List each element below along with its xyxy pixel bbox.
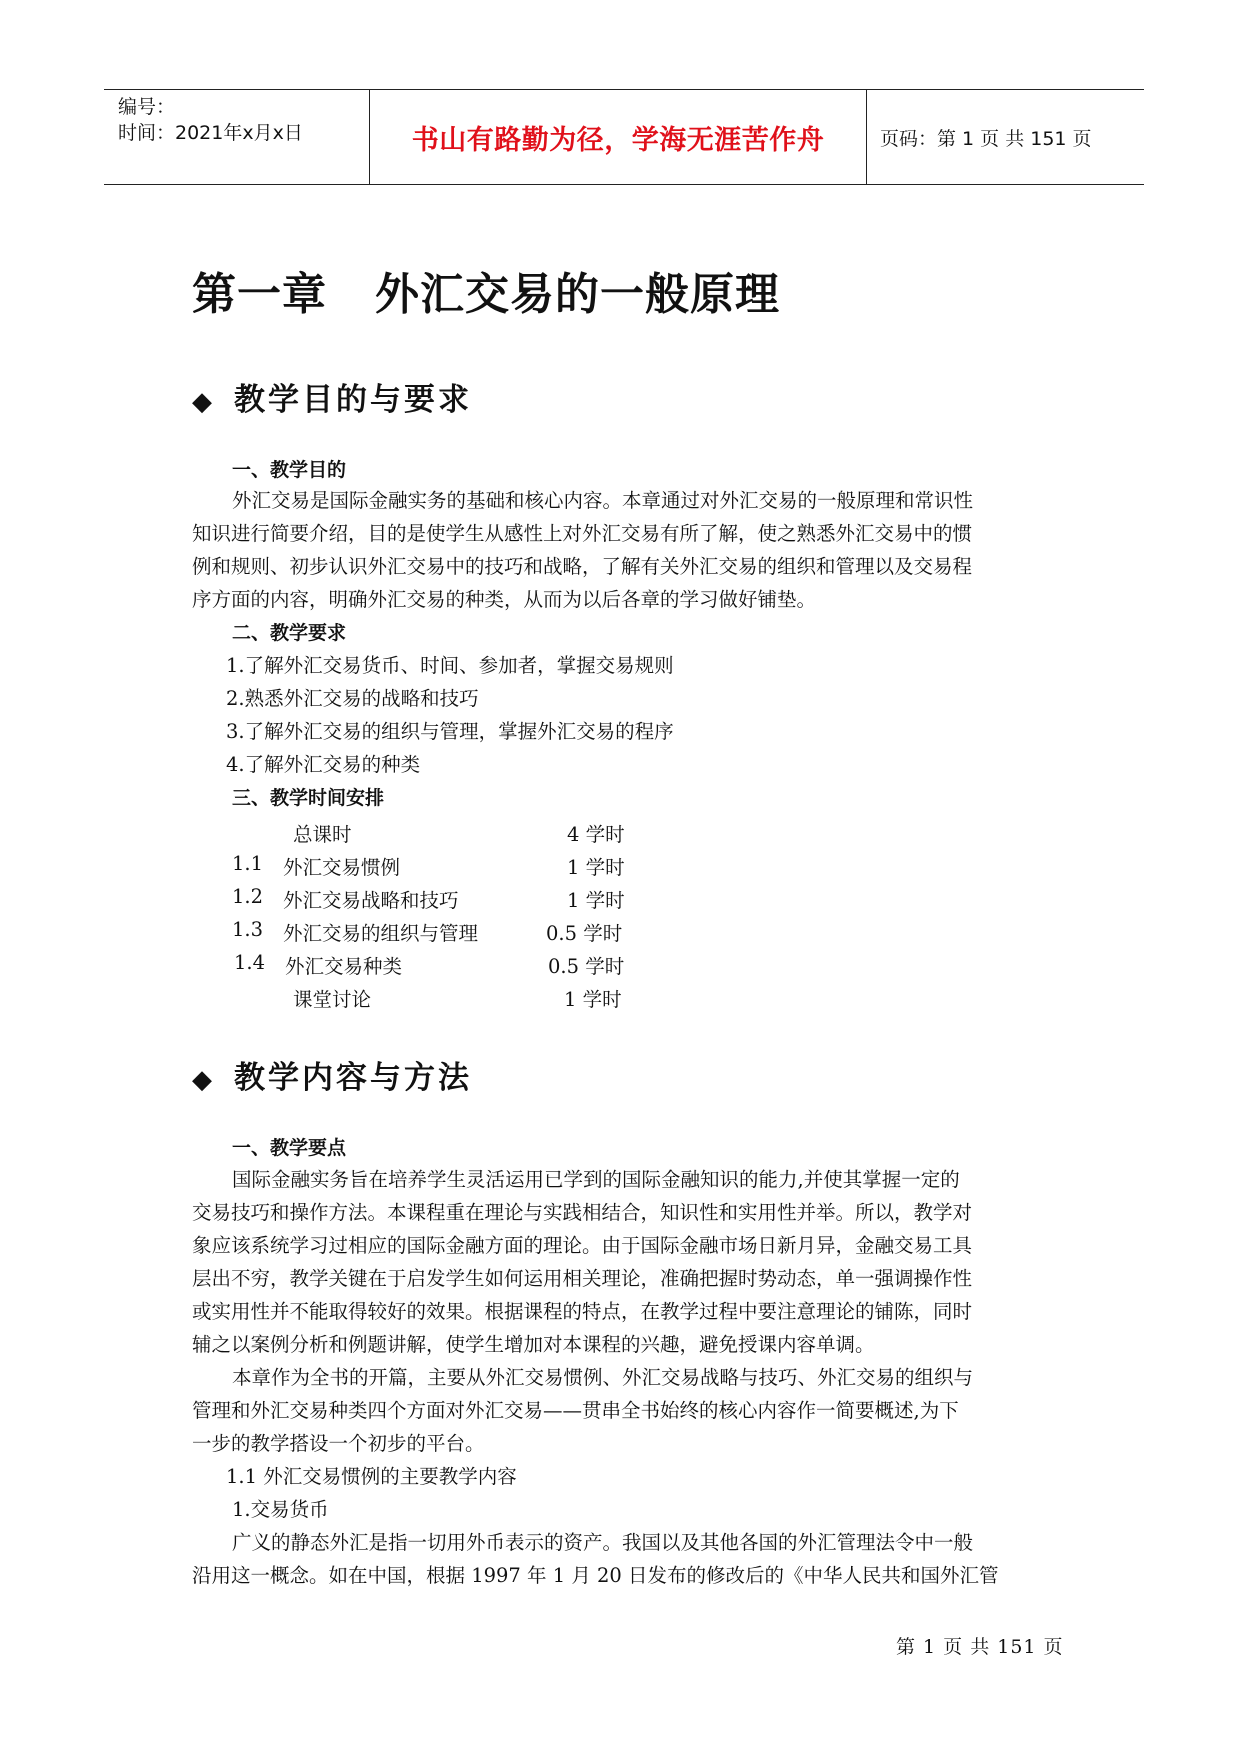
schedule-topic: 外汇交易战略和技巧	[283, 889, 459, 912]
requirement-item: 3.了解外汇交易的组织与管理，掌握外汇交易的程序	[226, 720, 674, 743]
page-header	[104, 89, 1144, 185]
header-motto-cell	[369, 90, 867, 184]
requirement-item: 4.了解外汇交易的种类	[226, 753, 421, 776]
requirement-item: 1.了解外汇交易货币、时间、参加者，掌握交易规则	[226, 654, 674, 677]
paragraph-line: 层出不穷，教学关键在于启发学生如何运用相关理论，准确把握时势动态，单一强调操作性	[192, 1267, 973, 1290]
diamond-bullet-icon: ◆	[192, 387, 212, 417]
schedule-topic: 外汇交易种类	[285, 955, 403, 978]
section-heading-content	[192, 1052, 472, 1097]
schedule-num: 1.3	[232, 918, 264, 941]
schedule-hours: 1 学时	[567, 856, 625, 879]
schedule-heading: 三、教学时间安排	[232, 787, 385, 809]
schedule-topic: 总课时	[293, 823, 352, 846]
requirement-item: 2.熟悉外汇交易的战略和技巧	[226, 687, 479, 710]
motto: 书山有路勤为径，学海无涯苦作舟	[411, 125, 825, 156]
paragraph-line: 交易技巧和操作方法。本课程重在理论与实践相结合，知识性和实用性并举。所以，教学对	[192, 1201, 973, 1224]
schedule-num: 1.2	[232, 885, 264, 908]
schedule-hours: 1 学时	[564, 988, 622, 1011]
requirement-heading: 二、教学要求	[232, 622, 347, 644]
chapter-title	[192, 258, 780, 322]
page-footer: 第 1 页 共 151 页	[896, 1636, 1064, 1658]
key-points-heading: 一、教学要点	[232, 1137, 347, 1159]
chapter-number: 第一章	[192, 269, 327, 320]
schedule-num: 1.1	[232, 852, 264, 875]
section-title: 教学内容与方法	[234, 1060, 472, 1096]
objective-line: 序方面的内容，明确外汇交易的种类，从而为以后各章的学习做好铺垫。	[192, 588, 817, 611]
header-page-cell	[866, 90, 1144, 184]
paragraph-line: 广义的静态外汇是指一切用外币表示的资产。我国以及其他各国的外汇管理法令中一般	[232, 1531, 974, 1554]
diamond-bullet-icon: ◆	[192, 1065, 212, 1095]
schedule-hours: 4 学时	[567, 823, 625, 846]
time-label: 时间：2021年x月x日	[118, 122, 303, 144]
schedule-hours: 0.5 学时	[548, 955, 625, 978]
paragraph-line: 国际金融实务旨在培养学生灵活运用已学到的国际金融知识的能力,并使其掌握一定的	[232, 1168, 960, 1191]
section-title: 教学目的与要求	[234, 382, 472, 418]
objective-line: 外汇交易是国际金融实务的基础和核心内容。本章通过对外汇交易的一般原理和常识性	[232, 489, 974, 512]
objective-heading: 一、教学目的	[232, 459, 347, 481]
paragraph-line: 管理和外汇交易种类四个方面对外汇交易——贯串全书始终的核心内容作一简要概述,为下	[192, 1399, 959, 1422]
page-label: 页码：第 1 页 共 151 页	[880, 128, 1092, 150]
paragraph-line: 本章作为全书的开篇，主要从外汇交易惯例、外汇交易战略与技巧、外汇交易的组织与	[232, 1366, 974, 1389]
subsection-heading: 1.1 外汇交易惯例的主要教学内容	[226, 1465, 517, 1488]
schedule-topic: 外汇交易的组织与管理	[283, 922, 479, 945]
paragraph-line: 沿用这一概念。如在中国，根据 1997 年 1 月 20 日发布的修改后的《中华人民共和国外汇管	[192, 1564, 999, 1587]
header-info-cell	[104, 90, 369, 184]
schedule-topic: 外汇交易惯例	[283, 856, 401, 879]
chapter-name: 外汇交易的一般原理	[375, 269, 780, 320]
schedule-topic: 课堂讨论	[293, 988, 372, 1011]
section-heading-objectives	[192, 374, 472, 419]
paragraph-line: 一步的教学搭设一个初步的平台。	[192, 1432, 485, 1455]
objective-line: 知识进行简要介绍，目的是使学生从感性上对外汇交易有所了解，使之熟悉外汇交易中的惯	[192, 522, 973, 545]
schedule-num: 1.4	[234, 951, 266, 974]
paragraph-line: 或实用性并不能取得较好的效果。根据课程的特点，在教学过程中要注意理论的铺陈，同时	[192, 1300, 973, 1323]
paragraph-line: 象应该系统学习过相应的国际金融方面的理论。由于国际金融市场日新月异，金融交易工具	[192, 1234, 973, 1257]
item-heading: 1.交易货币	[232, 1498, 329, 1521]
objective-line: 例和规则、初步认识外汇交易中的技巧和战略，了解有关外汇交易的组织和管理以及交易程	[192, 555, 973, 578]
schedule-hours: 1 学时	[567, 889, 625, 912]
paragraph-line: 辅之以案例分析和例题讲解，使学生增加对本课程的兴趣，避免授课内容单调。	[192, 1333, 875, 1356]
schedule-hours: 0.5 学时	[546, 922, 623, 945]
number-label: 编号：	[118, 96, 176, 118]
